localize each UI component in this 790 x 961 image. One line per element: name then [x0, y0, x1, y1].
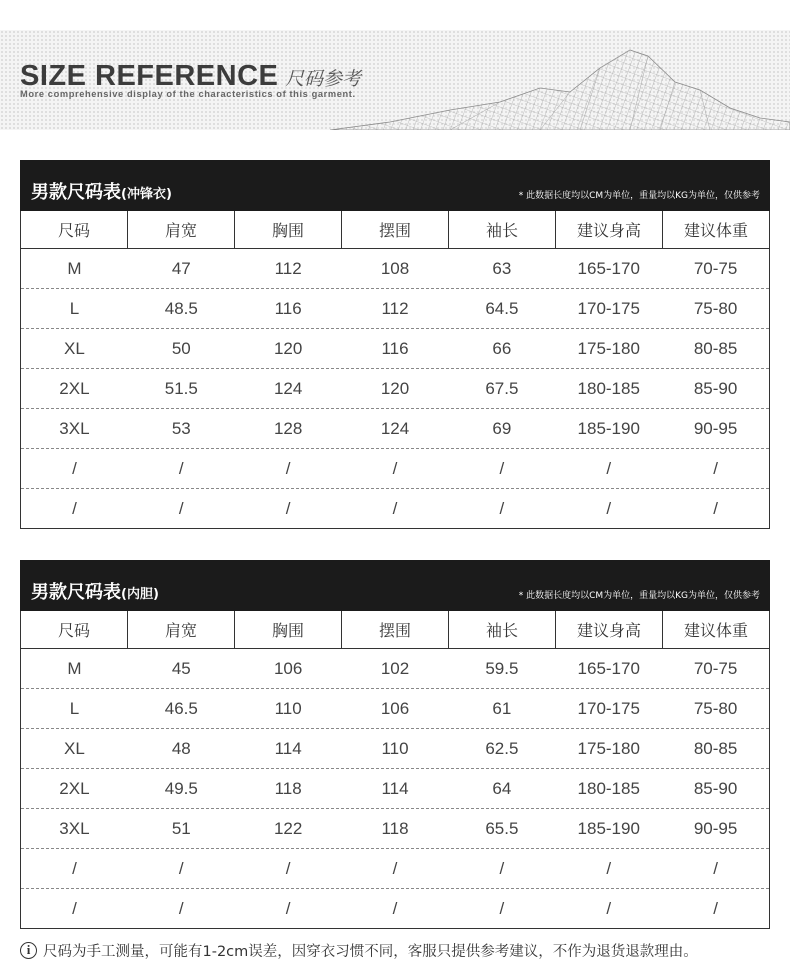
table-cell: 124 [380, 418, 410, 438]
size-reference-banner [0, 30, 790, 130]
table-cell: 170-175 [577, 698, 640, 718]
table-row [21, 849, 769, 889]
table-cell: 75-80 [693, 698, 738, 718]
table-cell: / [392, 858, 398, 878]
table-cell: / [72, 898, 77, 918]
table-cell: 180-185 [577, 378, 640, 398]
table-cell: 63 [492, 258, 512, 278]
column-header: 胸围 [235, 611, 342, 648]
table-cell: XL [64, 738, 85, 758]
table-cell: 3XL [59, 418, 90, 438]
table-cell: 48 [171, 738, 191, 758]
table-cell: / [285, 458, 291, 478]
table-cell: 120 [273, 338, 303, 358]
table-row [21, 329, 769, 369]
table-cell: 175-180 [577, 738, 640, 758]
table-cell: / [606, 498, 612, 518]
table-cell: / [178, 898, 184, 918]
table-cell: 64.5 [485, 298, 519, 318]
table-cell: 116 [274, 298, 302, 318]
table-cell: / [285, 498, 291, 518]
table-cell: 45 [171, 658, 191, 678]
table-cell: / [392, 898, 398, 918]
table-cell: / [713, 898, 718, 918]
table-cell: 106 [380, 698, 410, 718]
table-cell: / [392, 498, 398, 518]
table-row [21, 889, 769, 928]
table-cell: 165-170 [577, 258, 640, 278]
table-cell: / [178, 458, 184, 478]
table-cell: / [285, 898, 291, 918]
column-header: 摆围 [342, 611, 449, 648]
table-cell: 53 [171, 418, 191, 438]
table-cell: 110 [381, 738, 409, 758]
column-header: 建议体重 [683, 221, 748, 240]
table-cell: 116 [381, 338, 409, 358]
table-cell: 118 [274, 778, 302, 798]
size-grid [20, 211, 770, 529]
table-cell: 65.5 [485, 818, 519, 838]
table-cell: 90-95 [693, 418, 738, 438]
column-header: 袖长 [449, 611, 556, 648]
column-header-row [21, 211, 769, 249]
table-cell: 49.5 [164, 778, 198, 798]
page-title: SIZE REFERENCE [20, 60, 279, 92]
column-header: 建议身高 [556, 611, 663, 648]
table-title: 男款尺码表(冲锋衣) [31, 182, 172, 203]
table-cell: 80-85 [693, 338, 738, 358]
table-cell: 70-75 [693, 258, 738, 278]
table-cell: 48.5 [164, 298, 198, 318]
table-cell: / [392, 458, 398, 478]
info-icon: i [20, 942, 37, 959]
table-cell: / [499, 458, 505, 478]
table-cell: 112 [274, 258, 302, 278]
table-cell: 114 [381, 778, 409, 798]
table-cell: / [713, 498, 718, 518]
table-cell: 47 [171, 258, 191, 278]
size-grid [20, 611, 770, 929]
table-cell: / [72, 858, 77, 878]
table-row [21, 489, 769, 528]
table-cell: 85-90 [693, 378, 738, 398]
measurement-disclaimer [20, 940, 698, 960]
table-cell: / [499, 858, 505, 878]
table-title: 男款尺码表(内胆) [31, 582, 159, 603]
column-header: 袖长 [449, 211, 556, 248]
table-cell: M [67, 658, 82, 678]
table-cell: 64 [492, 778, 512, 798]
table-cell: 2XL [59, 378, 90, 398]
table-cell: 2XL [59, 778, 90, 798]
size-table-liner [20, 560, 770, 929]
table-row [21, 649, 769, 689]
table-row [21, 289, 769, 329]
column-header: 肩宽 [128, 211, 235, 248]
column-header: 建议身高 [556, 211, 663, 248]
table-row [21, 769, 769, 809]
table-row [21, 369, 769, 409]
table-cell: / [713, 858, 718, 878]
table-row [21, 729, 769, 769]
table-cell: / [285, 858, 291, 878]
table-cell: 62.5 [485, 738, 519, 758]
column-header-row [21, 611, 769, 649]
table-cell: / [178, 858, 184, 878]
table-cell: 122 [273, 818, 303, 838]
table-cell: 114 [274, 738, 302, 758]
table-row [21, 689, 769, 729]
table-cell: 75-80 [693, 298, 738, 318]
page-title-chinese: 尺码参考 [285, 68, 362, 90]
table-cell: 90-95 [693, 818, 738, 838]
table-cell: 165-170 [577, 658, 640, 678]
page-subtitle: More comprehensive display of the characteristics of this garment. [20, 89, 356, 99]
table-cell: / [499, 498, 505, 518]
column-header: 建议体重 [683, 621, 748, 640]
table-row [21, 249, 769, 289]
table-cell: 112 [381, 298, 409, 318]
table-cell: 120 [380, 378, 410, 398]
table-cell: XL [64, 338, 85, 358]
table-cell: 110 [274, 698, 302, 718]
table-cell: 180-185 [577, 778, 640, 798]
size-table-jacket [20, 160, 770, 529]
table-cell: / [72, 458, 77, 478]
table-cell: / [606, 458, 612, 478]
table-cell: 61 [492, 698, 512, 718]
table-cell: 85-90 [693, 778, 738, 798]
table-cell: 185-190 [577, 418, 640, 438]
table-header-bar [20, 160, 770, 211]
table-cell: 46.5 [164, 698, 198, 718]
column-header: 尺码 [21, 211, 128, 248]
table-cell: / [178, 498, 184, 518]
table-cell: 59.5 [485, 658, 519, 678]
disclaimer-text: 尺码为手工测量，可能有1-2cm误差，因穿衣习惯不同，客服只提供参考建议，不作为退货退款理由。 [43, 943, 698, 960]
table-cell: 51.5 [164, 378, 198, 398]
table-cell: L [69, 698, 80, 718]
mountain-wireframe-graphic [330, 30, 790, 130]
table-cell: 70-75 [693, 658, 738, 678]
column-header: 胸围 [235, 211, 342, 248]
table-cell: 124 [273, 378, 303, 398]
table-cell: 108 [380, 258, 410, 278]
table-cell: 175-180 [577, 338, 640, 358]
table-cell: 106 [273, 658, 303, 678]
table-cell: 67.5 [485, 378, 519, 398]
table-cell: 118 [381, 818, 409, 838]
table-header-bar [20, 560, 770, 611]
table-cell: 66 [492, 338, 512, 358]
table-cell: 51 [171, 818, 191, 838]
column-header: 尺码 [21, 611, 128, 648]
table-row [21, 449, 769, 489]
table-cell: 3XL [59, 818, 90, 838]
table-cell: 185-190 [577, 818, 640, 838]
table-row [21, 809, 769, 849]
table-cell: / [713, 458, 718, 478]
table-cell: 50 [171, 338, 191, 358]
column-header: 摆围 [342, 211, 449, 248]
table-cell: M [67, 258, 82, 278]
table-cell: 80-85 [693, 738, 738, 758]
table-unit-note: * 此数据长度均以CM为单位，重量均以KG为单位，仅供参考 [518, 591, 760, 601]
column-header: 肩宽 [128, 611, 235, 648]
table-cell: / [499, 898, 505, 918]
table-cell: / [72, 498, 77, 518]
table-cell: 128 [273, 418, 303, 438]
table-cell: 102 [380, 658, 410, 678]
table-cell: / [606, 898, 612, 918]
table-unit-note: * 此数据长度均以CM为单位，重量均以KG为单位，仅供参考 [518, 191, 760, 201]
table-cell: / [606, 858, 612, 878]
table-row [21, 409, 769, 449]
table-cell: L [69, 298, 80, 318]
table-cell: 170-175 [577, 298, 640, 318]
table-cell: 69 [492, 418, 512, 438]
